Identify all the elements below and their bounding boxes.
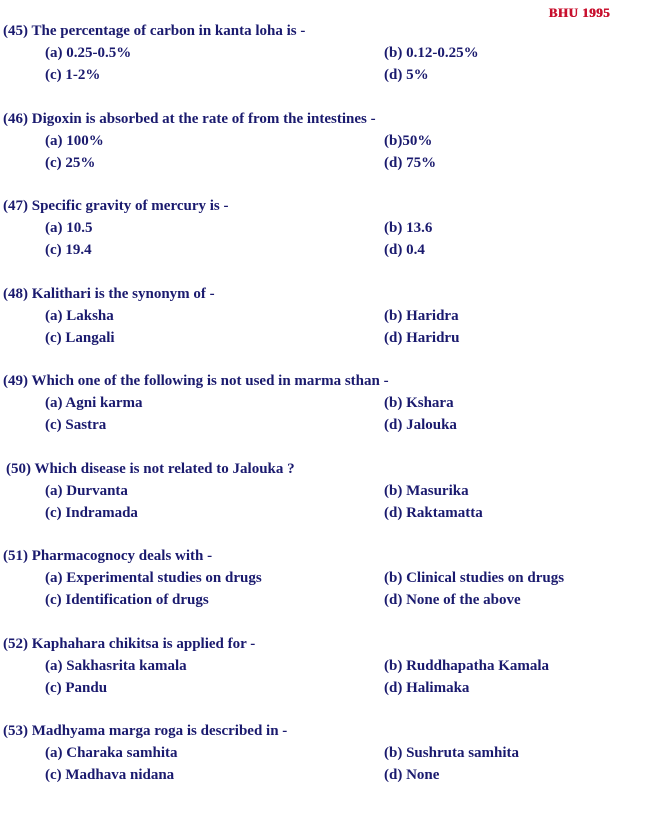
option-d: (d) Jalouka <box>384 417 457 433</box>
question-text: (48) Kalithari is the synonym of - <box>3 285 215 302</box>
option-b: (b) Haridra <box>384 307 459 324</box>
question-text: (53) Madhyama marga roga is described in - <box>3 723 288 739</box>
option-d: (d) None <box>384 767 440 783</box>
question-text: (52) Kaphahara chikitsa is applied for - <box>3 635 256 652</box>
question-text: (46) Digoxin is absorbed at the rate of from the intestines - <box>3 110 376 127</box>
question-text: (50) Which disease is not related to Jalouka ? <box>6 460 295 477</box>
option-c: (c) Sastra <box>45 417 107 433</box>
option-b: (b) Ruddhapatha Kamala <box>384 657 550 674</box>
question-list <box>3 23 643 811</box>
option-c: (c) Identification of drugs <box>45 592 209 608</box>
question-item <box>3 723 643 811</box>
option-a: (a) Agni karma <box>45 395 143 411</box>
option-c: (c) Langali <box>45 329 115 346</box>
option-a: (a) Laksha <box>45 307 114 324</box>
option-d: (d) 75% <box>384 154 437 171</box>
question-item <box>3 286 643 374</box>
option-b: (b) Sushruta samhita <box>384 745 520 761</box>
option-d: (d) 0.4 <box>384 242 425 258</box>
option-b: (b) 13.6 <box>384 220 433 236</box>
option-c: (c) 1-2% <box>45 67 101 83</box>
option-c: (c) Indramada <box>45 504 138 521</box>
option-d: (d) Raktamatta <box>384 504 483 521</box>
option-d: (d) 5% <box>384 67 429 83</box>
option-a: (a) 10.5 <box>45 220 93 236</box>
question-item <box>3 23 643 111</box>
question-text: (45) The percentage of carbon in kanta loha is - <box>3 23 306 39</box>
option-a: (a) Experimental studies on drugs <box>45 570 262 586</box>
question-text: (47) Specific gravity of mercury is - <box>3 198 229 214</box>
question-item <box>3 461 643 549</box>
option-d: (d) None of the above <box>384 592 521 608</box>
option-a: (a) 0.25-0.5% <box>45 45 132 61</box>
option-b: (b) Clinical studies on drugs <box>384 570 565 586</box>
question-item <box>3 198 643 286</box>
option-a: (a) Charaka samhita <box>45 745 178 761</box>
option-b: (b) Kshara <box>384 395 454 411</box>
option-d: (d) Haridru <box>384 329 460 346</box>
option-c: (c) 25% <box>45 154 96 171</box>
question-item <box>3 548 643 636</box>
option-a: (a) Sakhasrita kamala <box>45 657 187 674</box>
option-c: (c) Madhava nidana <box>45 767 175 783</box>
question-text: (49) Which one of the following is not used in marma sthan - <box>3 373 389 389</box>
option-c: (c) Pandu <box>45 679 108 696</box>
option-b: (b) Masurika <box>384 482 469 499</box>
option-a: (a) Durvanta <box>45 482 128 499</box>
question-item <box>3 636 643 724</box>
question-item <box>3 111 643 199</box>
question-text: (51) Pharmacognocy deals with - <box>3 548 213 564</box>
option-b: (b)50% <box>384 132 433 149</box>
option-c: (c) 19.4 <box>45 242 92 258</box>
option-b: (b) 0.12-0.25% <box>384 45 479 61</box>
exam-source-tag: BHU 1995 <box>548 5 610 20</box>
question-item <box>3 373 643 461</box>
option-d: (d) Halimaka <box>384 679 470 696</box>
option-a: (a) 100% <box>45 132 104 149</box>
